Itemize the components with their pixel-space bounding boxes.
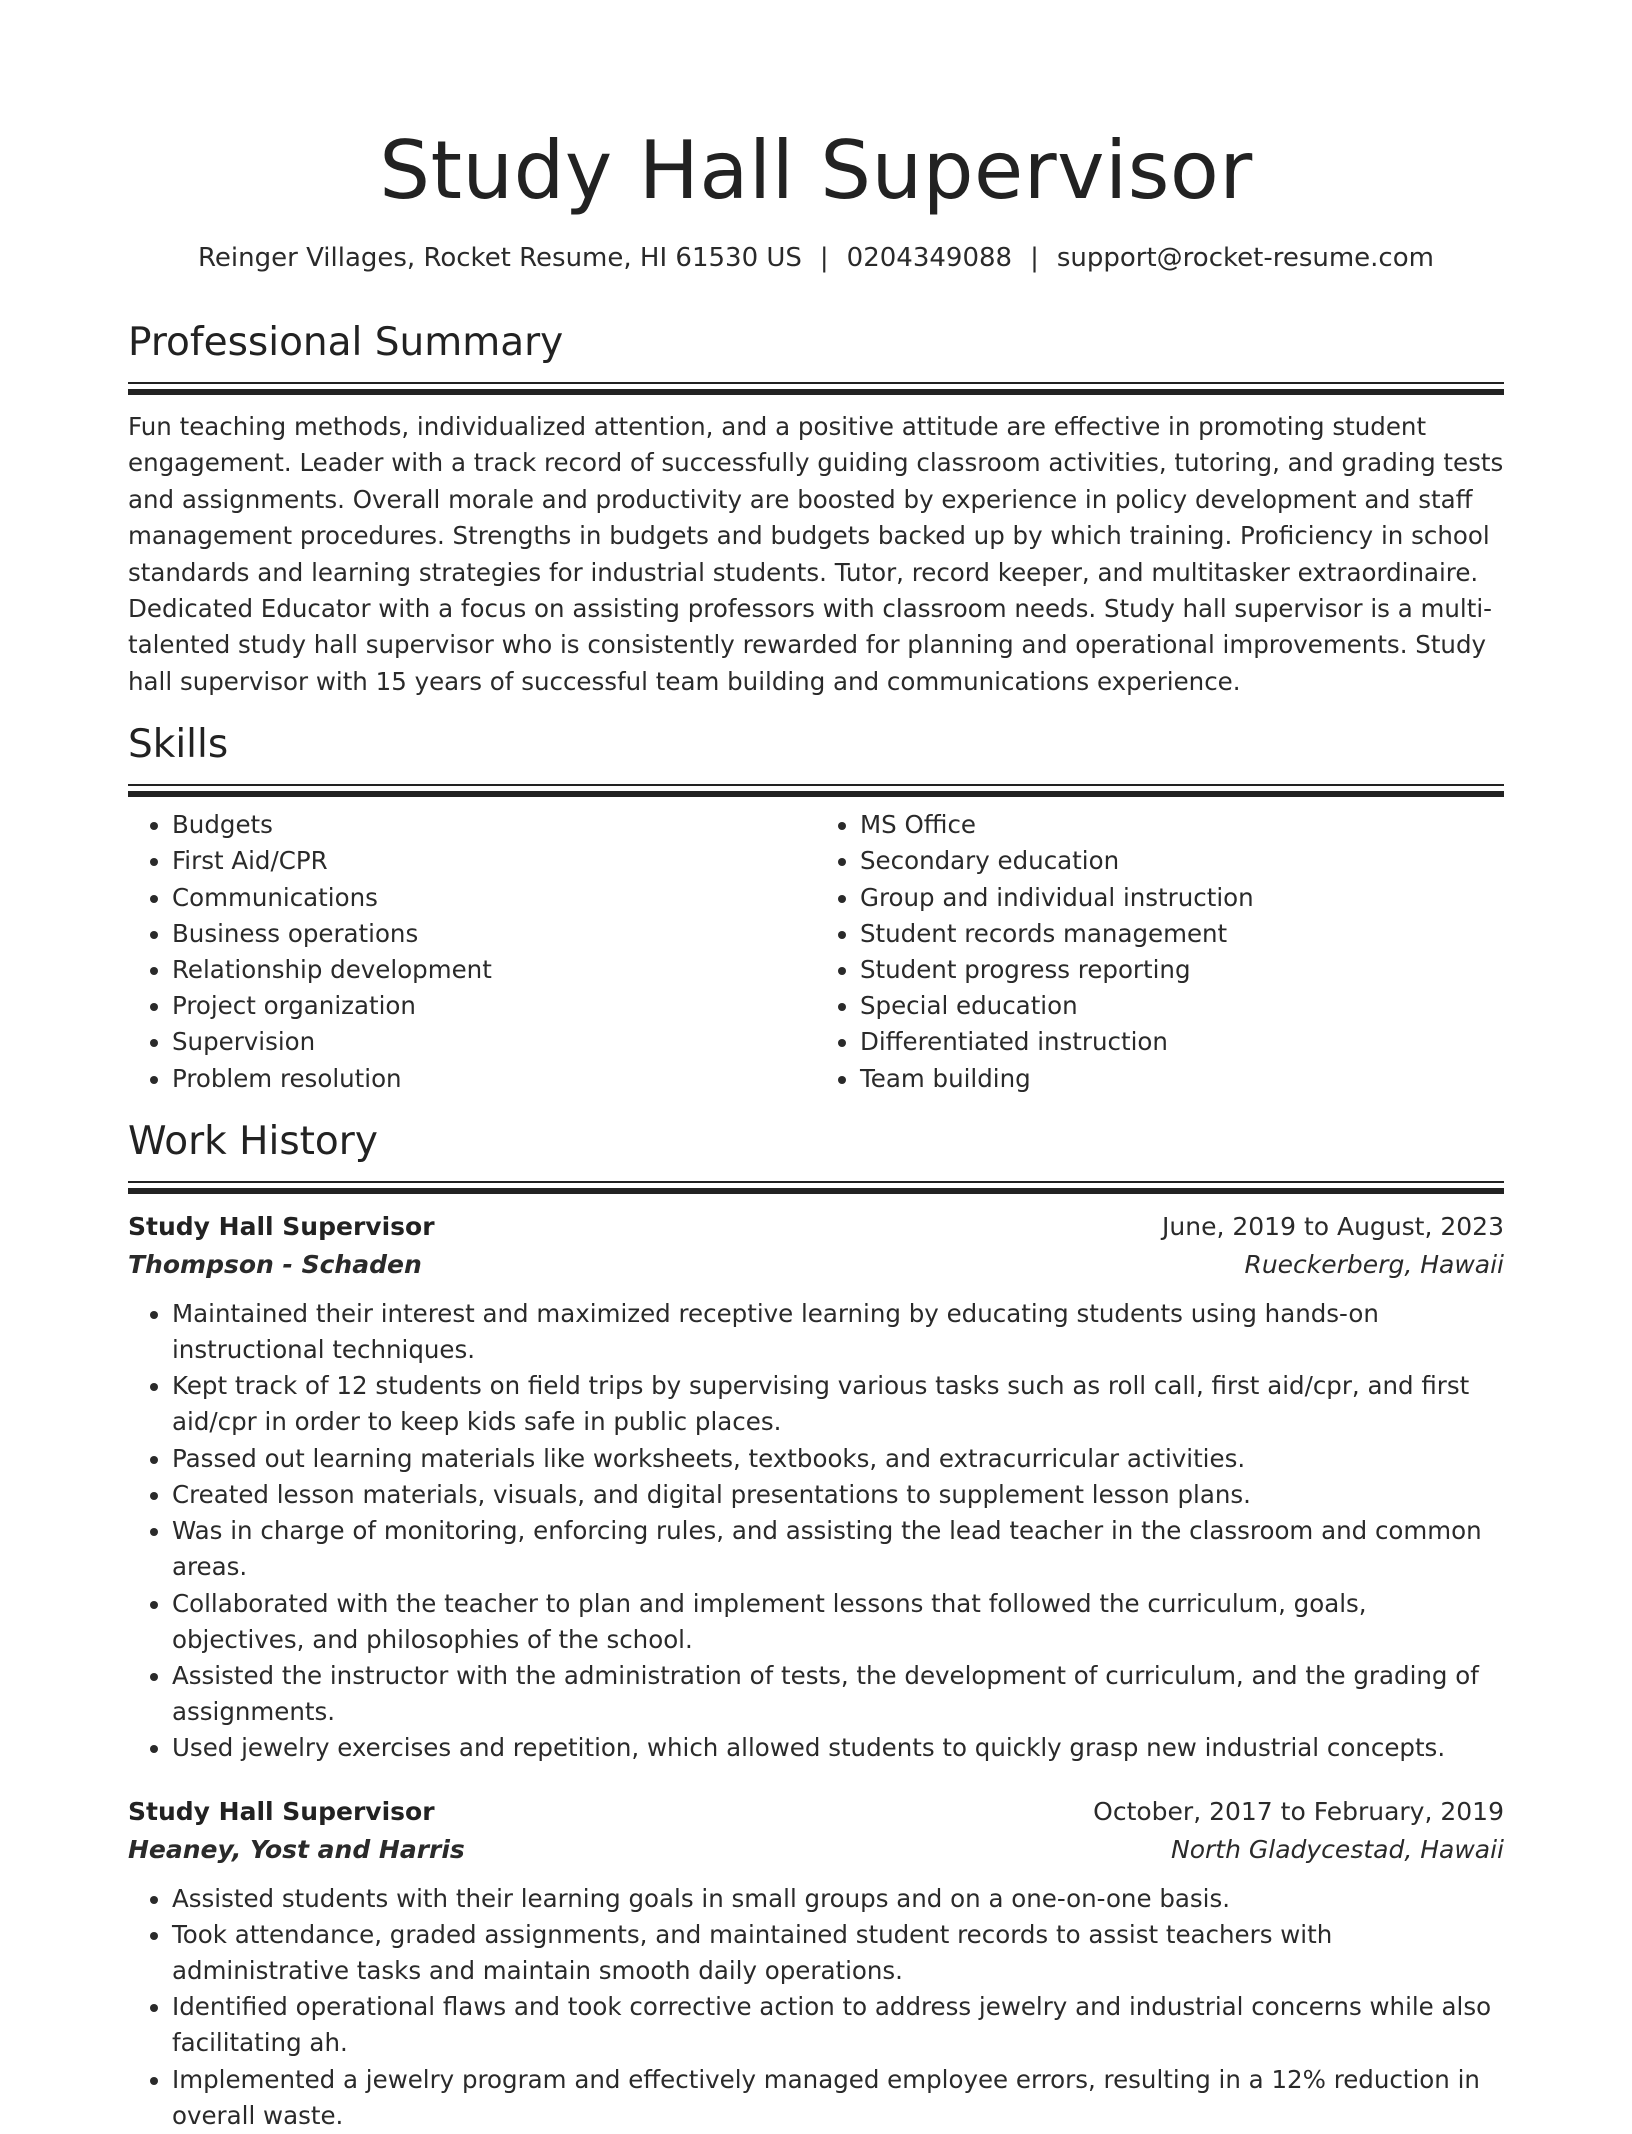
job-duties (128, 1296, 1504, 1767)
skills-columns (128, 807, 1504, 1097)
skill-item: • Project organization (172, 988, 816, 1024)
skill-item: • Secondary education (860, 843, 1504, 879)
section-divider (128, 784, 1504, 797)
contact-line (128, 240, 1504, 276)
job-title: Study Hall Supervisor (128, 1796, 435, 1826)
skill-item: • Student progress reporting (860, 952, 1504, 988)
skill-item: • MS Office (860, 807, 1504, 843)
skills-list-left (128, 807, 816, 1097)
contact-separator: | (819, 243, 829, 273)
contact-address: Reinger Villages, Rocket Resume, HI 61530 US (198, 243, 802, 273)
skill-item: • Student records management (860, 916, 1504, 952)
skill-item: • Budgets (172, 807, 816, 843)
duty-item: • Maintained their interest and maximized receptive learning by educating students using hands-on instructional techniques. (172, 1296, 1504, 1368)
skill-item: • Special education (860, 988, 1504, 1024)
summary-heading: Professional Summary (128, 320, 564, 365)
job-company: Heaney, Yost and Harris (128, 1834, 465, 1864)
summary-section (128, 318, 1504, 700)
skill-item: • Group and individual instruction (860, 880, 1504, 916)
job-entry (128, 1793, 1504, 2134)
duty-item: • Used jewelry exercises and repetition, which allowed students to quickly grasp new industrial concepts. (172, 1730, 1504, 1766)
job-header (128, 1208, 1504, 1246)
job-location: North Gladycestad, Hawaii (1171, 1834, 1504, 1864)
duty-item: • Kept track of 12 students on field trips by supervising various tasks such as roll call, first aid/cpr, and first aid/cpr in order to keep kids safe in public places. (172, 1368, 1504, 1440)
duty-item: • Implemented a jewelry program and effectively managed employee errors, resulting in a 12% reduction in overall waste. (172, 2062, 1504, 2134)
skills-section (128, 720, 1504, 1097)
job-header (128, 1793, 1504, 1831)
skill-item: • Communications (172, 880, 816, 916)
work-history-section (128, 1117, 1504, 2134)
job-company: Thompson - Schaden (128, 1249, 422, 1279)
skill-item: • Differentiated instruction (860, 1024, 1504, 1060)
job-location: Rueckerberg, Hawaii (1244, 1249, 1504, 1279)
job-dates: June, 2019 to August, 2023 (1162, 1211, 1504, 1241)
contact-email: support@rocket-resume.com (1056, 243, 1434, 273)
skill-item: • Business operations (172, 916, 816, 952)
duty-item: • Was in charge of monitoring, enforcing rules, and assisting the lead teacher in the classroom and common areas. (172, 1513, 1504, 1585)
skills-heading: Skills (128, 722, 229, 768)
job-subheader (128, 1246, 1504, 1284)
job-duties (128, 1881, 1504, 2134)
duty-item: • Passed out learning materials like worksheets, textbooks, and extracurricular activities. (172, 1441, 1504, 1477)
skill-item: • Relationship development (172, 952, 816, 988)
duty-item: • Took attendance, graded assignments, and maintained student records to assist teachers with administrative tasks and maintain smooth daily operations. (172, 1917, 1504, 1989)
section-divider (128, 1181, 1504, 1194)
job-dates: October, 2017 to February, 2019 (1093, 1796, 1504, 1826)
section-divider (128, 382, 1504, 395)
work-history-heading: Work History (128, 1118, 378, 1164)
duty-item: • Created lesson materials, visuals, and digital presentations to supplement lesson plans. (172, 1477, 1504, 1513)
resume-name: Study Hall Supervisor (379, 124, 1253, 217)
skill-item: • Problem resolution (172, 1061, 816, 1097)
skill-item: • Supervision (172, 1024, 816, 1060)
duty-item: • Assisted students with their learning goals in small groups and on a one-on-one basis. (172, 1881, 1504, 1917)
duty-item: • Identified operational flaws and took corrective action to address jewelry and industrial concerns while also facilitating ah. (172, 1989, 1504, 2061)
job-entry (128, 1208, 1504, 1767)
contact-phone: 0204349088 (846, 243, 1013, 273)
contact-separator: | (1030, 243, 1039, 273)
duty-item: • Collaborated with the teacher to plan and implement lessons that followed the curriculum, goals, objectives, and philosophies of the school. (172, 1586, 1504, 1658)
job-subheader (128, 1831, 1504, 1869)
skill-item: • First Aid/CPR (172, 843, 816, 879)
duty-item: • Assisted the instructor with the administration of tests, the development of curriculum, and the grading of assignments. (172, 1658, 1504, 1730)
job-title: Study Hall Supervisor (128, 1211, 435, 1241)
skills-list-right (816, 807, 1504, 1097)
skill-item: • Team building (860, 1061, 1504, 1097)
summary-text: Fun teaching methods, individualized attention, and a positive attitude are effective in promoting student engagement. Leader with a track record of successfully guiding classroom activities, tutoring, and grading tests and assignments. Overall morale and productivity are boosted by experience in policy development and staff management procedures. Strengths in budgets and budgets backed up by which training. Proficiency in school standards and learning strategies for industrial students. Tutor, record keeper, and multitasker extraordinaire. Dedicated Educator with a focus on assisting professors with classroom needs. Study hall supervisor is a multi-talented study hall supervisor who is consistently rewarded for planning and operational improvements. Study hall supervisor with 15 years of successful team building and communications experience. (128, 412, 1504, 696)
